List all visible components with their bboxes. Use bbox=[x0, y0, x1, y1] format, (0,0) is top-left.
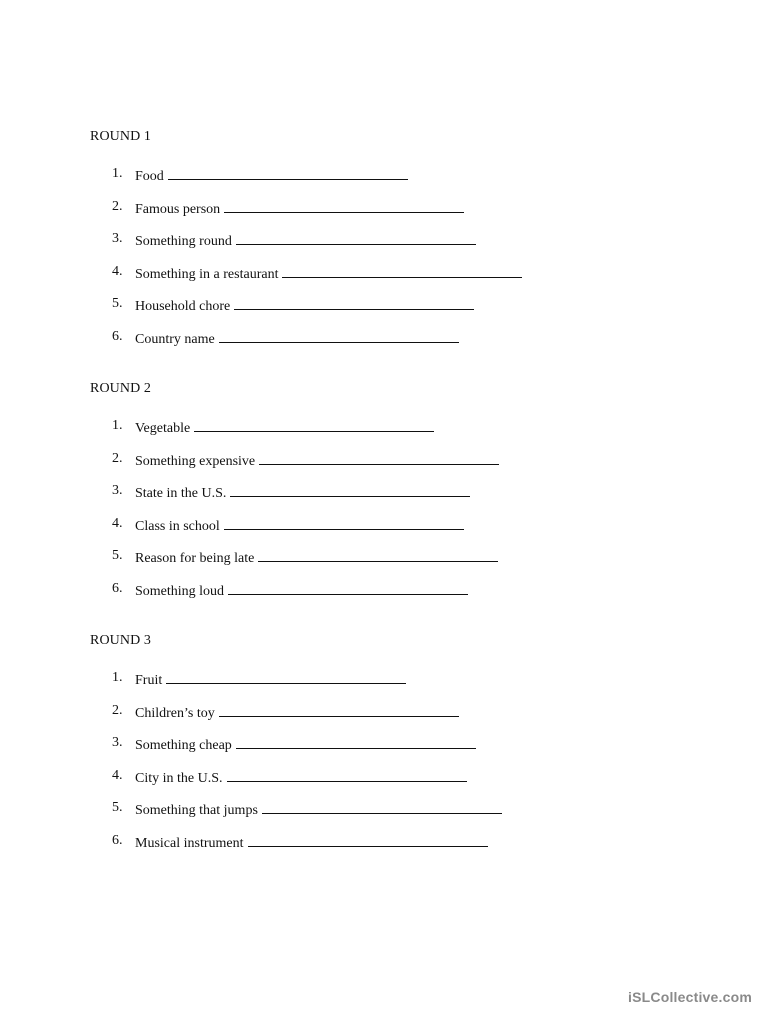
item-prompt bbox=[135, 328, 459, 349]
item-prompt bbox=[135, 547, 498, 568]
item-number: 5. bbox=[112, 548, 123, 564]
item-label: Famous person bbox=[135, 201, 221, 217]
item-number: 5. bbox=[112, 296, 123, 312]
item-number: 4. bbox=[112, 263, 123, 279]
item-label: Something loud bbox=[135, 583, 225, 599]
item-prompt bbox=[135, 295, 474, 316]
item-number: 1. bbox=[112, 166, 123, 181]
item-number: 6. bbox=[112, 328, 123, 344]
item-prompt bbox=[135, 799, 502, 820]
round-2-section bbox=[90, 380, 690, 599]
item-label: Vegetable bbox=[135, 421, 191, 436]
item-number: 4. bbox=[112, 515, 123, 531]
item-label: Fruit bbox=[135, 673, 163, 688]
item-prompt bbox=[135, 198, 464, 219]
item-prompt bbox=[135, 767, 467, 788]
round-title: ROUND 3 bbox=[90, 633, 151, 648]
item-number: 3. bbox=[112, 735, 123, 751]
answer-blank[interactable] bbox=[228, 580, 468, 595]
item-label: Something cheap bbox=[135, 738, 232, 754]
item-number: 2. bbox=[112, 450, 123, 466]
item-label: Children’s toy bbox=[135, 705, 215, 721]
item-label: City in the U.S. bbox=[135, 770, 223, 786]
item-label: Household chore bbox=[135, 299, 231, 315]
answer-blank[interactable] bbox=[219, 328, 459, 343]
round-title: ROUND 1 bbox=[90, 129, 151, 144]
item-prompt bbox=[135, 832, 488, 853]
item-number: 2. bbox=[112, 198, 123, 214]
item-prompt bbox=[135, 702, 459, 723]
site-watermark: iSLCollective.com bbox=[628, 989, 752, 1005]
item-label: Something that jumps bbox=[135, 803, 258, 819]
round-title: ROUND 2 bbox=[90, 381, 151, 396]
answer-blank[interactable] bbox=[262, 799, 502, 814]
answer-blank[interactable] bbox=[234, 295, 474, 310]
round-1-section bbox=[90, 128, 690, 347]
item-label: Country name bbox=[135, 331, 215, 347]
answer-blank[interactable] bbox=[259, 450, 499, 465]
item-prompt bbox=[135, 580, 468, 601]
item-label: Reason for being late bbox=[135, 551, 255, 567]
item-prompt bbox=[135, 263, 522, 284]
answer-blank[interactable] bbox=[166, 669, 406, 684]
item-number: 3. bbox=[112, 483, 123, 499]
item-label: Class in school bbox=[135, 518, 220, 534]
item-label: Musical instrument bbox=[135, 835, 244, 851]
answer-blank[interactable] bbox=[168, 165, 408, 180]
answer-blank[interactable] bbox=[194, 417, 434, 432]
answer-blank[interactable] bbox=[236, 734, 476, 749]
item-prompt bbox=[135, 734, 476, 755]
answer-blank[interactable] bbox=[248, 832, 488, 847]
item-prompt bbox=[135, 450, 499, 471]
item-number: 5. bbox=[112, 800, 123, 816]
item-number: 4. bbox=[112, 767, 123, 783]
item-label: Food bbox=[135, 169, 164, 184]
item-label: Something in a restaurant bbox=[135, 266, 279, 282]
item-number: 6. bbox=[112, 832, 123, 848]
item-label: State in the U.S. bbox=[135, 486, 227, 502]
answer-blank[interactable] bbox=[230, 482, 470, 497]
item-prompt bbox=[135, 417, 434, 438]
answer-blank[interactable] bbox=[227, 767, 467, 782]
item-prompt bbox=[135, 482, 470, 503]
answer-blank[interactable] bbox=[282, 263, 522, 278]
answer-blank[interactable] bbox=[219, 702, 459, 717]
answer-blank[interactable] bbox=[224, 198, 464, 213]
round-3-section bbox=[90, 632, 690, 851]
item-label: Something expensive bbox=[135, 453, 256, 469]
item-prompt bbox=[135, 669, 406, 690]
item-prompt bbox=[135, 165, 408, 186]
item-number: 2. bbox=[112, 702, 123, 718]
answer-blank[interactable] bbox=[258, 547, 498, 562]
item-number: 6. bbox=[112, 580, 123, 596]
answer-blank[interactable] bbox=[236, 230, 476, 245]
answer-blank[interactable] bbox=[224, 515, 464, 530]
item-label: Something round bbox=[135, 234, 232, 250]
item-number: 1. bbox=[112, 418, 123, 433]
item-prompt bbox=[135, 515, 464, 536]
item-number: 1. bbox=[112, 670, 123, 685]
item-number: 3. bbox=[112, 231, 123, 247]
item-prompt bbox=[135, 230, 476, 251]
